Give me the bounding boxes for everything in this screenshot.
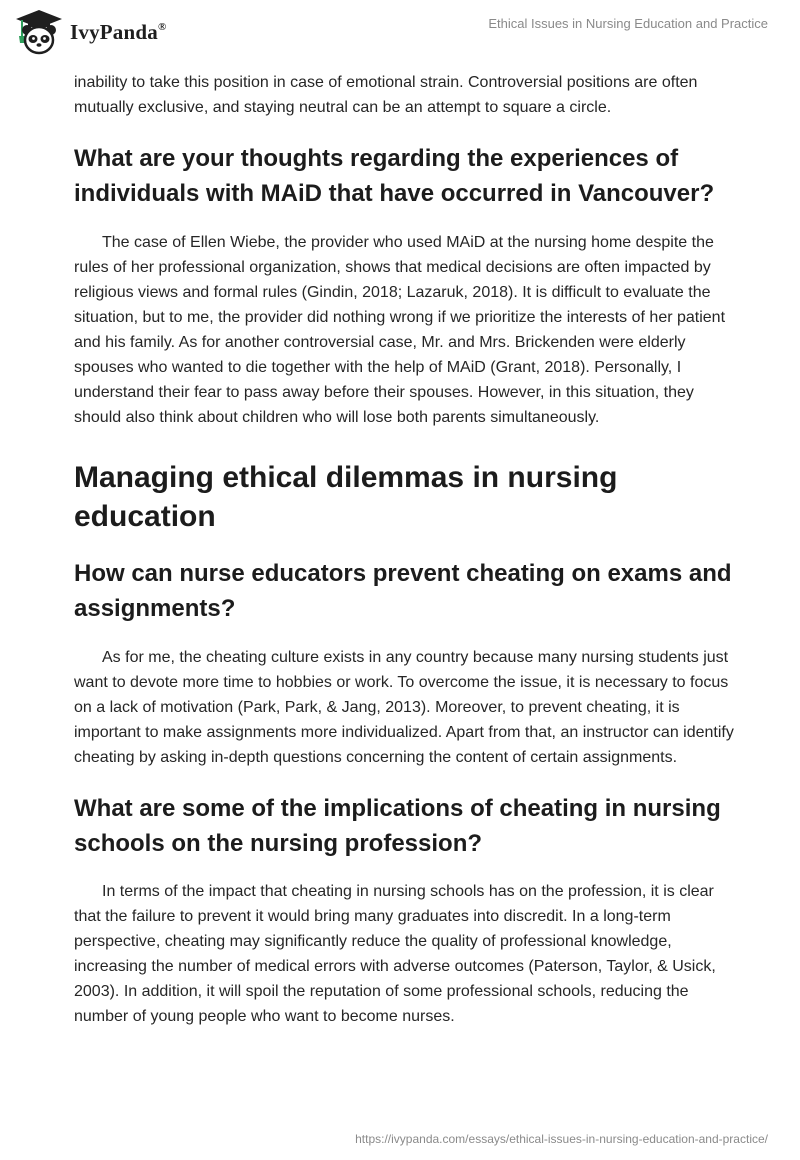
brand-name: IvyPanda® [70,19,167,44]
page-header [0,0,800,68]
implications-heading: What are some of the implications of cheating in nursing schools on the nursing profession? [74,795,721,857]
maid-question-heading: What are your thoughts regarding the experiences of individuals with MAiD that have occurred in Vancouver? [74,145,715,207]
essay-content [74,70,736,1029]
maid-paragraph: The case of Ellen Wiebe, the provider who used MAiD at the nursing home despite the rules of her professional organization, shows that medical decisions are often impacted by religious views and formal rules (Gindin, 2018; Lazaruk, 2018). It is difficult to evaluate the situation, but to me, the provider did nothing wrong if we prioritize the interests of her patient and his family. As for another controversial case, Mr. and Mrs. Brickenden were elderly spouses who wanted to die together with the help of MAiD (Grant, 2018). Personally, I understand their fear to pass away before their spouses. However, in this situation, they should also think about children who will lose both parents simultaneously. [74,234,726,426]
prevent-cheating-paragraph: As for me, the cheating culture exists in any country because many nursing students just want to devote more time to hobbies or work. To overcome the issue, it is necessary to focus on a lack of motivation (Park, Park, & Jang, 2013). Moreover, to prevent cheating, it is important to make assignments more individualized. Apart from that, an instructor can identify cheating by asking in-depth questions concerning the content of certain assignments. [74,649,734,766]
prevent-cheating-heading: How can nurse educators prevent cheating on exams and assignments? [74,560,732,622]
implications-paragraph: In terms of the impact that cheating in nursing schools has on the profession, it is clear that the failure to prevent it would bring many graduates into discredit. In a long-term perspective, cheating may significantly reduce the quality of professional knowledge, increasing the number of medical errors with adverse outcomes (Paterson, Taylor, & Usick, 2003). In addition, it will spoil the reputation of some professional schools, reducing the number of young people who want to become nurses. [74,883,716,1025]
panda-graduate-icon [14,8,64,56]
document-title: Ethical Issues in Nursing Education and Practice [488,16,768,31]
section-heading: Managing ethical dilemmas in nursing education [74,461,618,533]
ivypanda-logo[interactable] [14,8,166,56]
intro-paragraph: inability to take this position in case of emotional strain. Controversial positions are often mutually exclusive, and staying neutral can be an attempt to square a circle. [74,74,698,116]
footer-url[interactable]: https://ivypanda.com/essays/ethical-issues-in-nursing-education-and-practice/ [355,1132,768,1146]
